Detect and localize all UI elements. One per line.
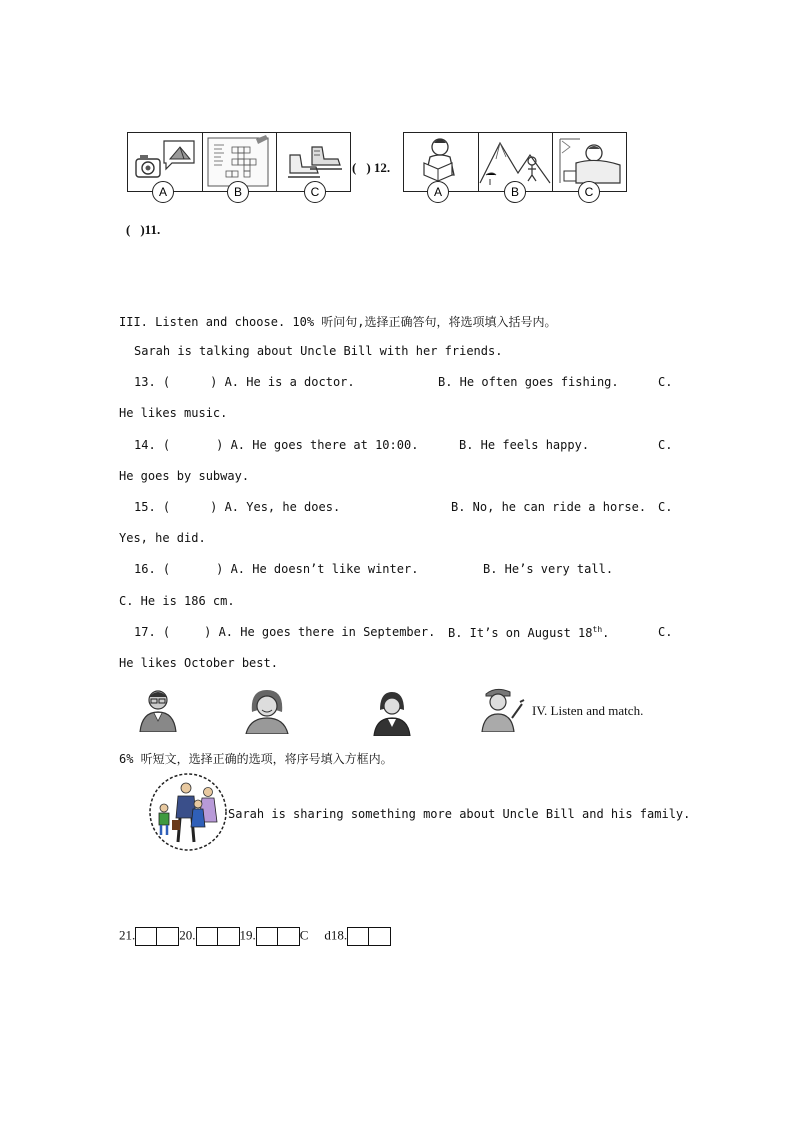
q11-option-b-cell bbox=[202, 133, 277, 199]
answer-box[interactable] bbox=[256, 927, 278, 946]
answer-box[interactable] bbox=[218, 927, 240, 946]
q17-option-b: B. It’s on August 18th. bbox=[448, 625, 610, 640]
q11-option-b: B bbox=[227, 181, 249, 203]
q12-option-b-cell bbox=[478, 133, 553, 199]
man-with-glasses-icon bbox=[136, 686, 180, 732]
q13-line: 13. ( ) A. He is a doctor. bbox=[134, 375, 355, 389]
q12-option-c: C bbox=[578, 181, 600, 203]
boy-waving-icon bbox=[476, 686, 530, 732]
q11-option-c: C bbox=[304, 181, 326, 203]
section-4-intro: Sarah is sharing something more about Uncle Bill and his family. bbox=[228, 807, 691, 821]
q12-option-a: A bbox=[427, 181, 449, 203]
answer-box[interactable] bbox=[347, 927, 369, 946]
q12-number: ( ) 12. bbox=[352, 160, 391, 175]
section-3-intro: Sarah is talking about Uncle Bill with her friends. bbox=[134, 344, 503, 358]
q16-option-c-text: C. He is 186 cm. bbox=[119, 594, 235, 608]
q11-picture-strip bbox=[127, 132, 351, 199]
q13-option-b: B. He often goes fishing. bbox=[438, 375, 619, 389]
answer-box[interactable] bbox=[135, 927, 157, 946]
q17-line: 17. ( ) A. He goes there in September. bbox=[134, 625, 436, 639]
q17-option-c-text: He likes October best. bbox=[119, 656, 278, 670]
section-3-heading: III. Listen and choose. 10% 听问句,选择正确答句，将选项填入括号内。 bbox=[119, 315, 557, 329]
q11-option-a-cell bbox=[128, 133, 203, 199]
q17-option-c-label: C. bbox=[658, 625, 673, 639]
q12-picture-strip bbox=[403, 132, 627, 199]
family-picture-icon bbox=[148, 772, 228, 852]
q12-option-c-cell bbox=[552, 133, 626, 199]
section-4-heading: IV. Listen and match. bbox=[532, 703, 644, 718]
q11-option-a: A bbox=[152, 181, 174, 203]
woman-in-suit-icon bbox=[370, 690, 414, 736]
q16-option-b: B. He’s very tall. bbox=[483, 562, 614, 576]
q15-line: 15. ( ) A. Yes, he does. bbox=[134, 500, 341, 514]
q11-option-c-cell bbox=[276, 133, 350, 199]
answer-box[interactable] bbox=[157, 927, 179, 946]
q12-option-b: B bbox=[504, 181, 526, 203]
q12-option-a-cell bbox=[404, 133, 479, 199]
q15-option-c-label: C. bbox=[658, 500, 673, 514]
q16-line: 16. ( ) A. He doesn’t like winter. bbox=[134, 562, 419, 576]
answer-box[interactable] bbox=[278, 927, 300, 946]
q13-option-c-text: He likes music. bbox=[119, 406, 228, 420]
answer-box-row: 21. 20. 19. C d18. bbox=[119, 927, 391, 946]
q15-option-c-text: Yes, he did. bbox=[119, 531, 206, 545]
q14-option-c-label: C. bbox=[658, 438, 673, 452]
answer-box[interactable] bbox=[369, 927, 391, 946]
q14-option-b: B. He feels happy. bbox=[459, 438, 590, 452]
q15-option-b: B. No, he can ride a horse. bbox=[451, 500, 647, 514]
q13-option-c-label: C. bbox=[658, 375, 673, 389]
woman-smiling-icon bbox=[242, 688, 292, 734]
q11-number: ( )11. bbox=[126, 222, 161, 237]
answer-box[interactable] bbox=[196, 927, 218, 946]
q14-line: 14. ( ) A. He goes there at 10:00. bbox=[134, 438, 419, 452]
q14-option-c-text: He goes by subway. bbox=[119, 469, 250, 483]
section-4-subheading: 6% 听短文，选择正确的选项，将序号填入方框内。 bbox=[119, 752, 393, 766]
